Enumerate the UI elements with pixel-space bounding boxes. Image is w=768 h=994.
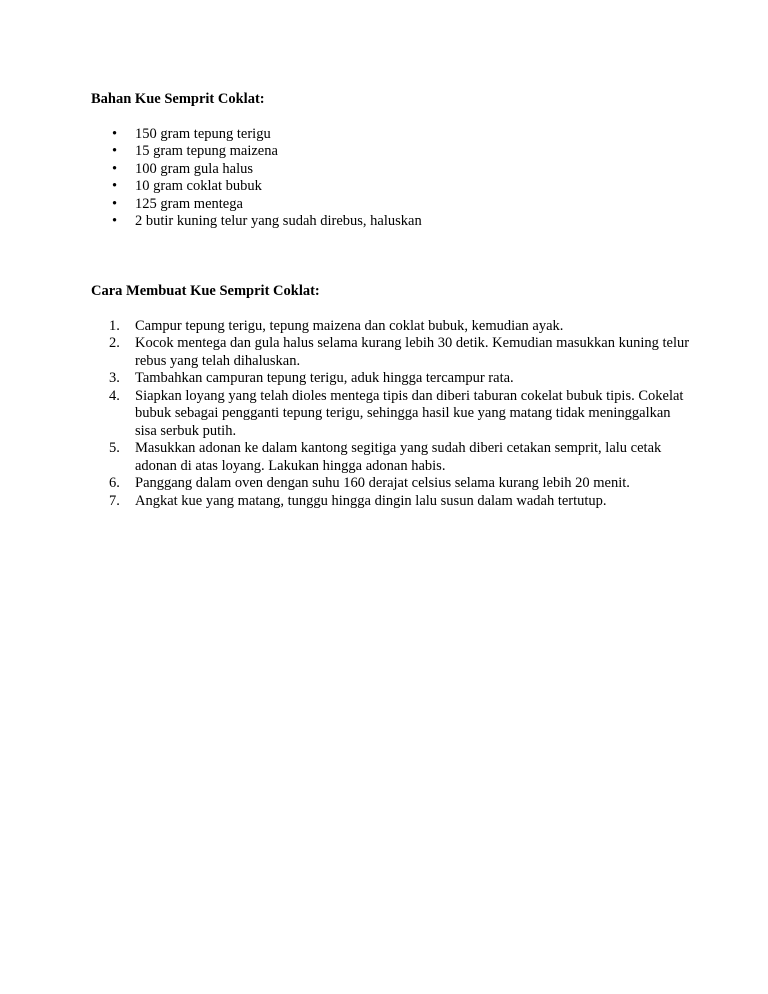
step-number: 5. (109, 440, 120, 456)
step-text: Masukkan adonan ke dalam kantong segitiga yang sudah diberi cetakan semprit, lalu cetak adonan di atas loyang. Lakukan hingga adonan habis. (135, 440, 662, 474)
ingredient-text: 125 gram mentega (135, 195, 243, 212)
ingredient-text: 15 gram tepung maizena (135, 143, 278, 159)
ingredient-text: 150 gram tepung terigu (135, 125, 271, 142)
ingredient-item (91, 126, 691, 144)
step-text: Siapkan loyang yang telah dioles mentega tipis dan diberi taburan cokelat bubuk tipis. Cokelat bubuk sebagai pengganti tepung terigu, sehingga hasil kue yang matang tidak meninggalkan sisa serbuk putih. (135, 387, 684, 439)
step-number: 6. (109, 475, 120, 491)
step-item (91, 440, 691, 475)
step-number: 4. (109, 387, 120, 404)
ingredients-heading: Bahan Kue Semprit Coklat: (91, 91, 265, 107)
step-text: Panggang dalam oven dengan suhu 160 derajat celsius selama kurang lebih 20 menit. (135, 475, 630, 491)
step-item (91, 475, 691, 493)
bullet-icon: • (112, 125, 118, 142)
bullet-icon: • (112, 160, 118, 177)
step-number: 1. (109, 317, 120, 334)
ingredient-item (91, 196, 691, 214)
ingredients-list (91, 126, 691, 231)
ingredient-item (91, 213, 691, 231)
step-item (91, 370, 691, 388)
ingredient-item (91, 143, 691, 161)
steps-list (91, 318, 691, 511)
step-number: 7. (109, 492, 120, 509)
step-item (91, 493, 691, 511)
step-item (91, 335, 691, 370)
ingredient-text: 2 butir kuning telur yang sudah direbus, haluskan (135, 213, 422, 229)
ingredients-section (91, 91, 691, 231)
ingredient-item (91, 178, 691, 196)
ingredient-item (91, 161, 691, 179)
bullet-icon: • (112, 143, 118, 159)
step-text: Tambahkan campuran tepung terigu, aduk hingga tercampur rata. (135, 370, 514, 386)
bullet-icon: • (112, 213, 118, 229)
steps-section (91, 283, 691, 510)
ingredient-text: 100 gram gula halus (135, 160, 253, 177)
step-number: 2. (109, 335, 120, 351)
step-item (91, 318, 691, 336)
step-number: 3. (109, 370, 120, 386)
steps-heading: Cara Membuat Kue Semprit Coklat: (91, 283, 320, 299)
step-text: Campur tepung terigu, tepung maizena dan coklat bubuk, kemudian ayak. (135, 317, 564, 334)
step-item (91, 388, 691, 441)
step-text: Angkat kue yang matang, tunggu hingga dingin lalu susun dalam wadah tertutup. (135, 492, 607, 509)
step-text: Kocok mentega dan gula halus selama kurang lebih 30 detik. Kemudian masukkan kuning telur rebus yang telah dihaluskan. (135, 335, 690, 369)
bullet-icon: • (112, 178, 118, 194)
ingredient-text: 10 gram coklat bubuk (135, 178, 262, 194)
bullet-icon: • (112, 195, 118, 212)
